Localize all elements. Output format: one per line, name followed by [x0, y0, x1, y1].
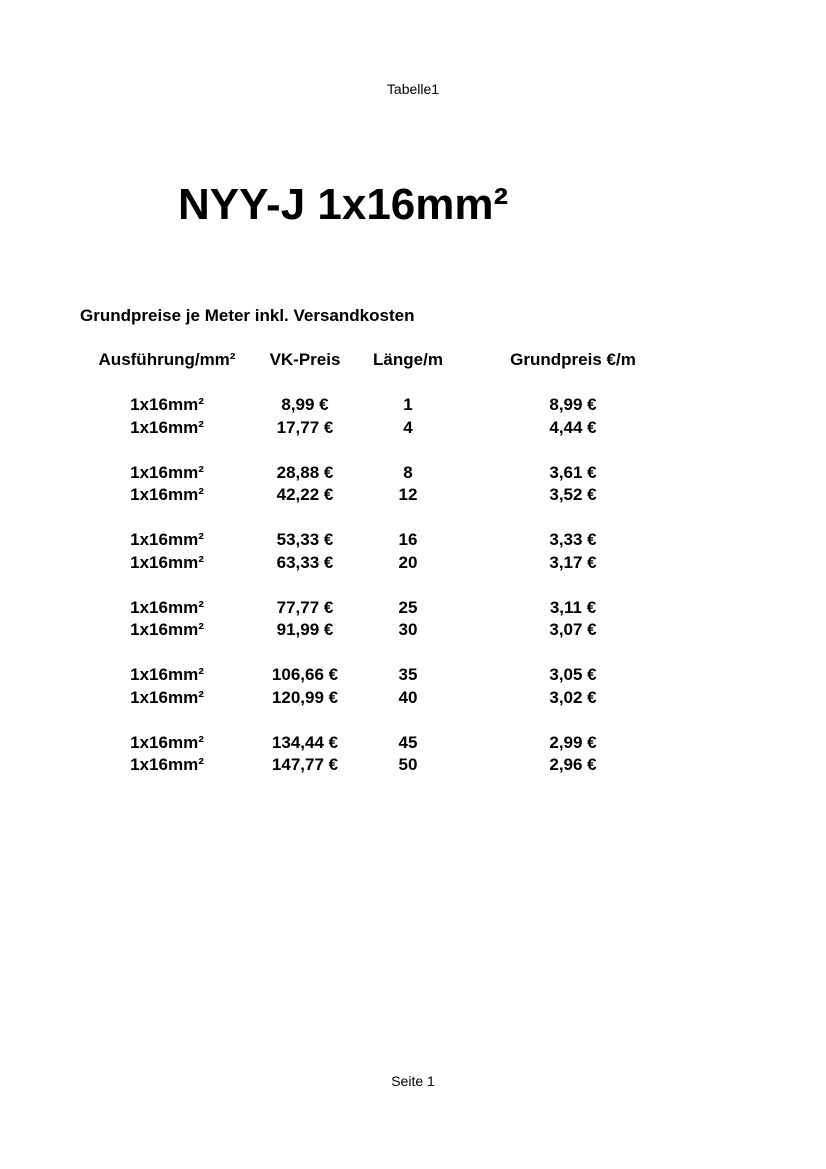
- cell-grundpreis: 3,52 €: [549, 485, 597, 504]
- cell-laenge: 16: [398, 530, 418, 549]
- cell-ausfuehrung: 1x16mm²: [130, 462, 204, 482]
- cell-vk-preis: 63,33 €: [276, 552, 334, 572]
- cell-grundpreis: 3,33 €: [549, 530, 597, 549]
- column-header-grundpreis: Grundpreis €/m: [510, 350, 636, 369]
- cell-vk-preis: 106,66 €: [271, 665, 339, 684]
- cell-ausfuehrung: 1x16mm²: [130, 485, 204, 504]
- cell-vk-preis: 53,33 €: [276, 530, 334, 549]
- table-row: [0, 395, 826, 417]
- table-row: [0, 530, 826, 552]
- column-header-vk-preis: VK-Preis: [269, 350, 341, 369]
- table-row: [0, 598, 826, 620]
- column-header-laenge: Länge/m: [373, 350, 443, 369]
- cell-ausfuehrung: 1x16mm²: [130, 732, 204, 752]
- cell-laenge: 30: [398, 620, 418, 639]
- cell-vk-preis: 8,99 €: [281, 395, 329, 414]
- cell-ausfuehrung: 1x16mm²: [130, 597, 204, 617]
- page-footer: Seite 1: [391, 1073, 435, 1089]
- cell-ausfuehrung: 1x16mm²: [130, 687, 204, 707]
- table-row: [0, 463, 826, 485]
- table-row: [0, 418, 826, 440]
- cell-laenge: 25: [398, 597, 418, 617]
- cell-laenge: 4: [403, 417, 413, 437]
- cell-ausfuehrung: 1x16mm²: [130, 755, 204, 774]
- table-row: [0, 665, 826, 687]
- cell-vk-preis: 77,77 €: [276, 597, 334, 617]
- cell-vk-preis: 28,88 €: [276, 462, 334, 482]
- table-row: [0, 688, 826, 710]
- cell-grundpreis: 3,05 €: [549, 665, 597, 684]
- table-row: [0, 553, 826, 575]
- cell-ausfuehrung: 1x16mm²: [130, 620, 204, 639]
- cell-ausfuehrung: 1x16mm²: [130, 665, 204, 684]
- page-header: Tabelle1: [386, 81, 440, 97]
- cell-vk-preis: 134,44 €: [271, 732, 339, 752]
- cell-laenge: 45: [398, 732, 418, 752]
- table-row: [0, 755, 826, 777]
- cell-grundpreis: 2,96 €: [549, 755, 597, 774]
- document-subtitle: Grundpreise je Meter inkl. Versandkosten: [80, 306, 415, 325]
- document-title: NYY-J 1x16mm²: [178, 180, 509, 229]
- table-row: [0, 485, 826, 507]
- table-row: [0, 620, 826, 642]
- cell-vk-preis: 42,22 €: [276, 485, 334, 504]
- cell-vk-preis: 17,77 €: [276, 417, 334, 437]
- cell-grundpreis: 3,02 €: [549, 687, 597, 707]
- cell-vk-preis: 147,77 €: [271, 755, 339, 774]
- cell-grundpreis: 2,99 €: [549, 732, 597, 752]
- cell-ausfuehrung: 1x16mm²: [130, 552, 204, 572]
- cell-ausfuehrung: 1x16mm²: [130, 530, 204, 549]
- cell-ausfuehrung: 1x16mm²: [130, 417, 204, 437]
- cell-vk-preis: 120,99 €: [271, 687, 339, 707]
- cell-grundpreis: 3,11 €: [549, 597, 597, 617]
- cell-laenge: 8: [403, 462, 413, 482]
- cell-laenge: 50: [398, 755, 418, 774]
- cell-laenge: 20: [398, 552, 418, 572]
- column-header-ausfuehrung: Ausführung/mm²: [98, 350, 236, 369]
- cell-grundpreis: 3,07 €: [549, 620, 597, 639]
- table-row: [0, 733, 826, 755]
- cell-laenge: 1: [403, 395, 413, 414]
- cell-grundpreis: 4,44 €: [549, 417, 597, 437]
- cell-grundpreis: 3,61 €: [549, 462, 597, 482]
- cell-ausfuehrung: 1x16mm²: [130, 395, 204, 414]
- cell-grundpreis: 8,99 €: [549, 395, 597, 414]
- cell-laenge: 35: [398, 665, 418, 684]
- cell-laenge: 12: [398, 485, 418, 504]
- cell-grundpreis: 3,17 €: [549, 552, 597, 572]
- cell-laenge: 40: [398, 687, 418, 707]
- cell-vk-preis: 91,99 €: [276, 620, 334, 639]
